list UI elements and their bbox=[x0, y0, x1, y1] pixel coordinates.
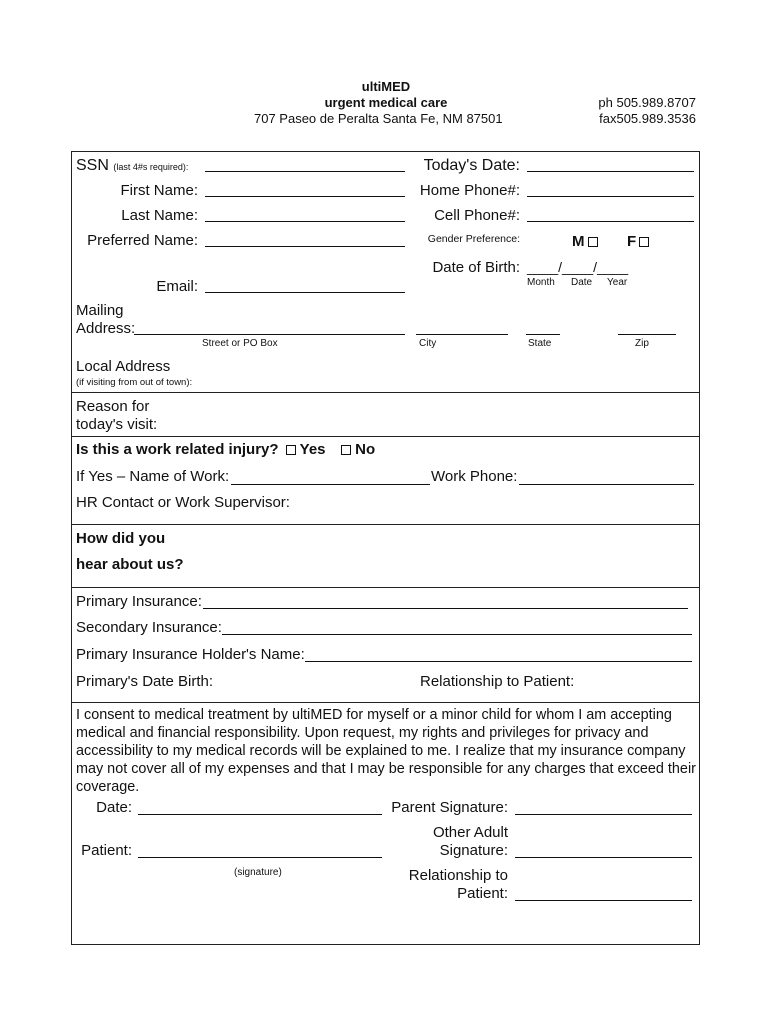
todays-date-label: Today's Date: bbox=[423, 157, 520, 174]
preferred-name-label: Preferred Name: bbox=[87, 232, 198, 249]
signature-caption: (signature) bbox=[234, 867, 282, 878]
mailing-label-line1: Mailing bbox=[76, 302, 124, 319]
state-caption: State bbox=[528, 338, 552, 349]
email-field[interactable] bbox=[205, 292, 405, 293]
clinic-name: ultiMED bbox=[361, 79, 411, 94]
consent-text: I consent to medical treatment by ultiMED for myself or a minor child for whom I am accepting medical and financial responsibility. Upon request, my rights and privileges for privacy and accessibility to my medical records will be explained to me. I realize that my insurance company may not cover all of my expenses and that I may be responsible for any charges that exceed their coverage. bbox=[76, 707, 696, 795]
primary-dob-label: Primary's Date Birth: bbox=[76, 673, 214, 690]
last-name-field[interactable] bbox=[205, 221, 405, 222]
other-adult-signature-field[interactable] bbox=[515, 857, 692, 858]
clinic-tagline: urgent medical care bbox=[324, 95, 448, 110]
todays-date-field[interactable] bbox=[527, 171, 694, 172]
holder-name-label: Primary Insurance Holder's Name: bbox=[76, 646, 305, 663]
work-injury-no-checkbox[interactable] bbox=[341, 445, 351, 455]
dob-date-caption: Date bbox=[571, 277, 593, 288]
divider-work bbox=[71, 436, 700, 437]
referral-label-line2: hear about us? bbox=[76, 556, 184, 573]
city-field[interactable] bbox=[416, 334, 508, 335]
ssn-label: SSN bbox=[76, 157, 109, 174]
last-name-label: Last Name: bbox=[121, 207, 198, 224]
divider-referral bbox=[71, 524, 700, 525]
gender-male-option[interactable] bbox=[572, 233, 598, 250]
clinic-address: 707 Paseo de Peralta Santa Fe, NM 87501 bbox=[254, 111, 503, 126]
secondary-insurance-label: Secondary Insurance: bbox=[76, 619, 222, 636]
patient-signature-field[interactable] bbox=[138, 857, 382, 858]
dob-year-caption: Year bbox=[607, 277, 628, 288]
clinic-fax: fax505.989.3536 bbox=[599, 111, 696, 126]
primary-insurance-field[interactable] bbox=[203, 608, 688, 609]
state-field[interactable] bbox=[526, 334, 560, 335]
dob-label: Date of Birth: bbox=[432, 259, 520, 276]
email-label: Email: bbox=[156, 278, 198, 295]
dob-field[interactable]: ____/____/____ bbox=[527, 259, 629, 275]
referral-label-line1: How did you bbox=[76, 530, 166, 547]
other-adult-label-line1: Other Adult bbox=[432, 824, 508, 841]
relationship-label: Relationship to Patient: bbox=[420, 673, 575, 690]
work-injury-question-text: Is this a work related injury? bbox=[76, 441, 279, 458]
divider-consent bbox=[71, 702, 700, 703]
divider-visit bbox=[71, 392, 700, 393]
street-field[interactable] bbox=[134, 334, 405, 335]
work-injury-yes-checkbox[interactable] bbox=[286, 445, 296, 455]
work-injury-yes-label: Yes bbox=[299, 441, 326, 458]
city-caption: City bbox=[419, 338, 437, 349]
hr-contact-label: HR Contact or Work Supervisor: bbox=[76, 494, 290, 511]
consent-relationship-field[interactable] bbox=[515, 900, 692, 901]
cell-phone-field[interactable] bbox=[527, 221, 694, 222]
ssn-note: (last 4#s required): bbox=[113, 162, 189, 172]
name-of-work-label: If Yes – Name of Work: bbox=[76, 468, 230, 485]
first-name-field[interactable] bbox=[205, 196, 405, 197]
gender-female-label: F bbox=[627, 233, 637, 250]
gender-male-checkbox[interactable] bbox=[588, 237, 598, 247]
gender-male-label: M bbox=[572, 233, 585, 250]
consent-patient-label: Patient: bbox=[81, 842, 132, 859]
ssn-label-group bbox=[76, 157, 188, 175]
home-phone-field[interactable] bbox=[527, 196, 694, 197]
zip-field[interactable] bbox=[618, 334, 676, 335]
work-injury-no-option[interactable] bbox=[338, 441, 375, 458]
local-address-note: (if visiting from out of town): bbox=[76, 377, 193, 388]
reason-label-line1: Reason for bbox=[76, 398, 150, 415]
preferred-name-field[interactable] bbox=[205, 246, 405, 247]
street-caption: Street or PO Box bbox=[202, 338, 278, 349]
parent-signature-field[interactable] bbox=[515, 814, 692, 815]
work-phone-label: Work Phone: bbox=[431, 468, 518, 485]
consent-date-field[interactable] bbox=[138, 814, 382, 815]
gender-female-checkbox[interactable] bbox=[639, 237, 649, 247]
holder-name-field[interactable] bbox=[305, 661, 692, 662]
work-phone-field[interactable] bbox=[519, 484, 694, 485]
consent-relationship-label-line1: Relationship to bbox=[408, 867, 508, 884]
secondary-insurance-field[interactable] bbox=[222, 634, 692, 635]
parent-signature-label: Parent Signature: bbox=[391, 799, 508, 816]
consent-date-label: Date: bbox=[96, 799, 132, 816]
zip-caption: Zip bbox=[635, 338, 649, 349]
work-injury-no-label: No bbox=[355, 441, 376, 458]
first-name-label: First Name: bbox=[120, 182, 198, 199]
divider-insurance bbox=[71, 587, 700, 588]
dob-month-caption: Month bbox=[527, 277, 555, 288]
name-of-work-field[interactable] bbox=[231, 484, 430, 485]
other-adult-label-line2: Signature: bbox=[439, 842, 508, 859]
home-phone-label: Home Phone#: bbox=[419, 182, 520, 199]
work-injury-question bbox=[76, 441, 326, 458]
primary-insurance-label: Primary Insurance: bbox=[76, 593, 202, 610]
mailing-label-line2: Address: bbox=[76, 320, 136, 337]
ssn-field[interactable] bbox=[205, 171, 405, 172]
local-address-label: Local Address bbox=[76, 358, 171, 375]
reason-label-line2: today's visit: bbox=[76, 416, 158, 433]
clinic-phone: ph 505.989.8707 bbox=[598, 95, 696, 110]
gender-female-option[interactable] bbox=[627, 233, 649, 250]
consent-relationship-label-line2: Patient: bbox=[457, 885, 508, 902]
gender-preference-label: Gender Preference: bbox=[427, 233, 520, 245]
cell-phone-label: Cell Phone#: bbox=[434, 207, 520, 224]
